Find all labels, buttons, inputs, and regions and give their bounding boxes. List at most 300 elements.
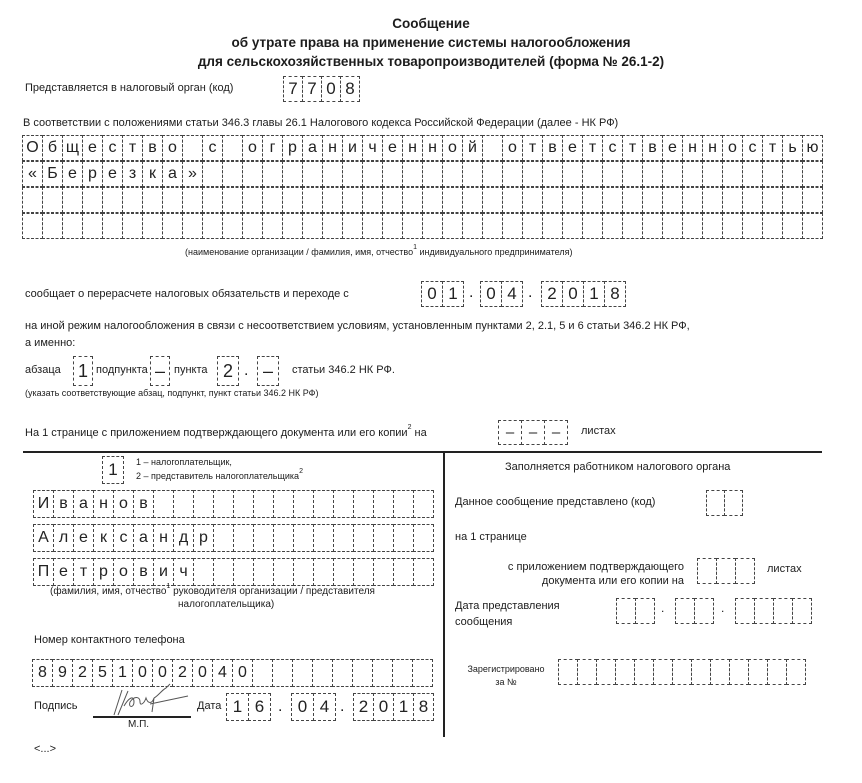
sign-date-month-field[interactable] xyxy=(291,693,335,721)
char-cell[interactable]: – xyxy=(150,356,170,386)
char-cell[interactable]: ч xyxy=(362,135,383,161)
char-cell[interactable] xyxy=(122,213,143,239)
char-cell[interactable]: Б xyxy=(42,161,63,187)
char-cell[interactable]: 1 xyxy=(73,356,93,386)
char-cell[interactable] xyxy=(382,161,403,187)
char-cell[interactable] xyxy=(722,187,743,213)
char-cell[interactable] xyxy=(273,490,294,518)
char-cell[interactable] xyxy=(412,659,433,687)
char-cell[interactable]: « xyxy=(22,161,43,187)
char-cell[interactable] xyxy=(462,187,483,213)
char-cell[interactable] xyxy=(542,187,563,213)
char-cell[interactable]: 8 xyxy=(413,693,434,721)
paragraph-field[interactable] xyxy=(73,356,92,386)
char-cell[interactable] xyxy=(62,187,83,213)
char-cell[interactable]: о xyxy=(722,135,743,161)
char-cell[interactable]: е xyxy=(562,135,583,161)
char-cell[interactable] xyxy=(635,598,655,624)
char-cell[interactable] xyxy=(293,524,314,552)
char-cell[interactable] xyxy=(262,213,283,239)
char-cell[interactable]: т xyxy=(122,135,143,161)
char-cell[interactable] xyxy=(272,659,293,687)
char-cell[interactable] xyxy=(193,558,214,586)
char-cell[interactable] xyxy=(582,187,603,213)
char-cell[interactable]: н xyxy=(153,524,174,552)
char-cell[interactable]: И xyxy=(33,490,54,518)
char-cell[interactable]: в xyxy=(142,135,163,161)
char-cell[interactable]: 0 xyxy=(192,659,213,687)
char-cell[interactable] xyxy=(735,598,755,624)
char-cell[interactable]: р xyxy=(93,558,114,586)
char-cell[interactable]: 1 xyxy=(102,456,124,484)
char-cell[interactable]: а xyxy=(162,161,183,187)
char-cell[interactable] xyxy=(233,524,254,552)
officer-date-year-field[interactable] xyxy=(735,598,811,624)
char-cell[interactable]: т xyxy=(522,135,543,161)
char-cell[interactable]: е xyxy=(53,558,74,586)
char-cell[interactable] xyxy=(522,213,543,239)
char-cell[interactable] xyxy=(782,161,803,187)
officer-date-day-field[interactable] xyxy=(616,598,654,624)
char-cell[interactable] xyxy=(402,213,423,239)
char-cell[interactable] xyxy=(393,524,414,552)
char-cell[interactable]: и xyxy=(153,558,174,586)
char-cell[interactable]: е xyxy=(382,135,403,161)
char-cell[interactable] xyxy=(792,598,812,624)
char-cell[interactable] xyxy=(313,558,334,586)
char-cell[interactable]: – xyxy=(498,420,522,445)
char-cell[interactable]: 0 xyxy=(132,659,153,687)
point-field-1[interactable] xyxy=(217,356,238,386)
char-cell[interactable]: н xyxy=(93,490,114,518)
char-cell[interactable] xyxy=(786,659,806,685)
char-cell[interactable]: з xyxy=(122,161,143,187)
char-cell[interactable]: 1 xyxy=(226,693,249,721)
char-cell[interactable] xyxy=(558,659,578,685)
phone-field[interactable] xyxy=(32,659,432,687)
org-name-row-2[interactable] xyxy=(22,161,822,187)
char-cell[interactable] xyxy=(413,524,434,552)
char-cell[interactable] xyxy=(202,213,223,239)
char-cell[interactable]: е xyxy=(662,135,683,161)
patronymic-field[interactable] xyxy=(33,558,433,586)
char-cell[interactable] xyxy=(333,490,354,518)
char-cell[interactable]: а xyxy=(73,490,94,518)
char-cell[interactable] xyxy=(662,187,683,213)
char-cell[interactable] xyxy=(82,213,103,239)
char-cell[interactable] xyxy=(782,213,803,239)
char-cell[interactable] xyxy=(754,598,774,624)
char-cell[interactable] xyxy=(722,161,743,187)
char-cell[interactable]: ь xyxy=(782,135,803,161)
char-cell[interactable] xyxy=(302,187,323,213)
char-cell[interactable] xyxy=(413,490,434,518)
char-cell[interactable] xyxy=(602,187,623,213)
char-cell[interactable]: 8 xyxy=(32,659,53,687)
char-cell[interactable]: 1 xyxy=(393,693,414,721)
char-cell[interactable]: о xyxy=(502,135,523,161)
char-cell[interactable] xyxy=(42,187,63,213)
char-cell[interactable]: р xyxy=(82,161,103,187)
char-cell[interactable]: т xyxy=(622,135,643,161)
officer-date-month-field[interactable] xyxy=(675,598,713,624)
char-cell[interactable] xyxy=(634,659,654,685)
char-cell[interactable] xyxy=(222,135,243,161)
char-cell[interactable] xyxy=(562,213,583,239)
char-cell[interactable]: щ xyxy=(62,135,83,161)
char-cell[interactable] xyxy=(222,187,243,213)
char-cell[interactable]: в xyxy=(542,135,563,161)
char-cell[interactable] xyxy=(482,187,503,213)
char-cell[interactable] xyxy=(312,659,333,687)
char-cell[interactable] xyxy=(762,187,783,213)
char-cell[interactable] xyxy=(362,187,383,213)
char-cell[interactable] xyxy=(142,213,163,239)
char-cell[interactable] xyxy=(352,659,373,687)
char-cell[interactable] xyxy=(162,213,183,239)
char-cell[interactable] xyxy=(233,558,254,586)
char-cell[interactable]: к xyxy=(142,161,163,187)
char-cell[interactable]: н xyxy=(322,135,343,161)
char-cell[interactable]: 2 xyxy=(172,659,193,687)
char-cell[interactable] xyxy=(742,213,763,239)
char-cell[interactable] xyxy=(716,558,736,584)
char-cell[interactable] xyxy=(252,659,273,687)
char-cell[interactable] xyxy=(742,161,763,187)
char-cell[interactable] xyxy=(762,213,783,239)
char-cell[interactable] xyxy=(522,161,543,187)
char-cell[interactable]: в xyxy=(133,558,154,586)
char-cell[interactable] xyxy=(242,187,263,213)
char-cell[interactable]: а xyxy=(302,135,323,161)
char-cell[interactable] xyxy=(262,187,283,213)
officer-code-field[interactable] xyxy=(706,490,742,516)
char-cell[interactable] xyxy=(724,490,743,516)
char-cell[interactable] xyxy=(615,659,635,685)
char-cell[interactable] xyxy=(202,187,223,213)
char-cell[interactable] xyxy=(616,598,636,624)
char-cell[interactable]: 1 xyxy=(112,659,133,687)
char-cell[interactable] xyxy=(322,213,343,239)
char-cell[interactable] xyxy=(342,161,363,187)
char-cell[interactable]: 1 xyxy=(583,281,605,307)
char-cell[interactable] xyxy=(332,659,353,687)
char-cell[interactable]: 1 xyxy=(442,281,464,307)
char-cell[interactable] xyxy=(642,161,663,187)
char-cell[interactable] xyxy=(273,524,294,552)
char-cell[interactable] xyxy=(242,161,263,187)
surname-field[interactable] xyxy=(33,490,433,518)
char-cell[interactable]: – xyxy=(544,420,568,445)
char-cell[interactable] xyxy=(342,187,363,213)
char-cell[interactable]: к xyxy=(93,524,114,552)
signer-type-field[interactable] xyxy=(102,456,123,484)
char-cell[interactable]: т xyxy=(582,135,603,161)
sign-date-year-field[interactable] xyxy=(353,693,433,721)
char-cell[interactable]: в xyxy=(53,490,74,518)
char-cell[interactable] xyxy=(502,161,523,187)
char-cell[interactable] xyxy=(662,213,683,239)
char-cell[interactable]: в xyxy=(133,490,154,518)
transition-year-field[interactable] xyxy=(541,281,625,307)
char-cell[interactable] xyxy=(542,213,563,239)
char-cell[interactable] xyxy=(213,524,234,552)
char-cell[interactable] xyxy=(642,213,663,239)
char-cell[interactable] xyxy=(682,213,703,239)
char-cell[interactable]: с xyxy=(742,135,763,161)
char-cell[interactable]: н xyxy=(682,135,703,161)
char-cell[interactable] xyxy=(322,187,343,213)
char-cell[interactable] xyxy=(393,490,414,518)
char-cell[interactable]: 0 xyxy=(373,693,394,721)
char-cell[interactable]: л xyxy=(53,524,74,552)
char-cell[interactable]: н xyxy=(402,135,423,161)
char-cell[interactable] xyxy=(542,161,563,187)
char-cell[interactable] xyxy=(313,524,334,552)
char-cell[interactable] xyxy=(562,161,583,187)
char-cell[interactable] xyxy=(682,161,703,187)
char-cell[interactable] xyxy=(442,213,463,239)
char-cell[interactable]: 0 xyxy=(152,659,173,687)
char-cell[interactable]: 6 xyxy=(248,693,271,721)
char-cell[interactable]: о xyxy=(113,558,134,586)
char-cell[interactable] xyxy=(691,659,711,685)
char-cell[interactable] xyxy=(393,558,414,586)
char-cell[interactable]: т xyxy=(73,558,94,586)
char-cell[interactable]: » xyxy=(182,161,203,187)
char-cell[interactable] xyxy=(582,161,603,187)
char-cell[interactable] xyxy=(282,161,303,187)
char-cell[interactable] xyxy=(302,213,323,239)
char-cell[interactable]: П xyxy=(33,558,54,586)
char-cell[interactable] xyxy=(372,659,393,687)
char-cell[interactable]: а xyxy=(133,524,154,552)
char-cell[interactable] xyxy=(333,558,354,586)
char-cell[interactable]: н xyxy=(422,135,443,161)
tax-authority-code-field[interactable] xyxy=(283,76,359,102)
char-cell[interactable]: е xyxy=(73,524,94,552)
char-cell[interactable] xyxy=(42,213,63,239)
subpoint-field[interactable] xyxy=(150,356,169,386)
char-cell[interactable] xyxy=(173,490,194,518)
char-cell[interactable] xyxy=(162,187,183,213)
char-cell[interactable] xyxy=(382,187,403,213)
char-cell[interactable] xyxy=(582,213,603,239)
char-cell[interactable]: о xyxy=(113,490,134,518)
char-cell[interactable]: с xyxy=(102,135,123,161)
char-cell[interactable]: е xyxy=(102,161,123,187)
char-cell[interactable]: 0 xyxy=(421,281,443,307)
char-cell[interactable] xyxy=(22,187,43,213)
transition-day-field[interactable] xyxy=(421,281,463,307)
char-cell[interactable] xyxy=(353,558,374,586)
char-cell[interactable] xyxy=(522,187,543,213)
char-cell[interactable] xyxy=(373,524,394,552)
point-field-2[interactable] xyxy=(257,356,278,386)
char-cell[interactable]: р xyxy=(193,524,214,552)
char-cell[interactable] xyxy=(735,558,755,584)
char-cell[interactable]: – xyxy=(257,356,279,386)
char-cell[interactable]: д xyxy=(173,524,194,552)
char-cell[interactable]: с xyxy=(602,135,623,161)
char-cell[interactable] xyxy=(22,213,43,239)
char-cell[interactable] xyxy=(422,213,443,239)
char-cell[interactable] xyxy=(293,490,314,518)
char-cell[interactable] xyxy=(253,490,274,518)
char-cell[interactable]: 2 xyxy=(353,693,374,721)
char-cell[interactable] xyxy=(622,213,643,239)
char-cell[interactable]: о xyxy=(242,135,263,161)
char-cell[interactable] xyxy=(413,558,434,586)
char-cell[interactable] xyxy=(222,161,243,187)
char-cell[interactable] xyxy=(662,161,683,187)
char-cell[interactable] xyxy=(362,213,383,239)
char-cell[interactable]: 7 xyxy=(302,76,322,102)
char-cell[interactable] xyxy=(782,187,803,213)
char-cell[interactable] xyxy=(202,161,223,187)
char-cell[interactable] xyxy=(462,213,483,239)
char-cell[interactable] xyxy=(182,187,203,213)
char-cell[interactable] xyxy=(82,187,103,213)
char-cell[interactable]: е xyxy=(82,135,103,161)
char-cell[interactable] xyxy=(342,213,363,239)
char-cell[interactable] xyxy=(122,187,143,213)
char-cell[interactable]: н xyxy=(702,135,723,161)
char-cell[interactable] xyxy=(313,490,334,518)
char-cell[interactable] xyxy=(773,598,793,624)
char-cell[interactable]: 0 xyxy=(321,76,341,102)
char-cell[interactable] xyxy=(710,659,730,685)
org-name-row-3[interactable] xyxy=(22,187,822,213)
registered-number-field[interactable] xyxy=(558,659,805,685)
char-cell[interactable]: 5 xyxy=(92,659,113,687)
char-cell[interactable] xyxy=(502,213,523,239)
char-cell[interactable] xyxy=(322,161,343,187)
char-cell[interactable] xyxy=(273,558,294,586)
char-cell[interactable] xyxy=(302,161,323,187)
char-cell[interactable] xyxy=(802,187,823,213)
char-cell[interactable] xyxy=(482,135,503,161)
org-name-row-1[interactable] xyxy=(22,135,822,161)
char-cell[interactable] xyxy=(577,659,597,685)
char-cell[interactable]: й xyxy=(462,135,483,161)
char-cell[interactable] xyxy=(706,490,725,516)
char-cell[interactable] xyxy=(402,187,423,213)
char-cell[interactable]: ч xyxy=(173,558,194,586)
char-cell[interactable]: г xyxy=(262,135,283,161)
char-cell[interactable]: о xyxy=(162,135,183,161)
char-cell[interactable] xyxy=(153,490,174,518)
char-cell[interactable] xyxy=(722,213,743,239)
char-cell[interactable] xyxy=(392,659,413,687)
char-cell[interactable] xyxy=(193,490,214,518)
char-cell[interactable] xyxy=(213,490,234,518)
char-cell[interactable] xyxy=(502,187,523,213)
char-cell[interactable] xyxy=(442,187,463,213)
char-cell[interactable] xyxy=(482,161,503,187)
char-cell[interactable]: 9 xyxy=(52,659,73,687)
char-cell[interactable]: б xyxy=(42,135,63,161)
char-cell[interactable]: 4 xyxy=(212,659,233,687)
char-cell[interactable] xyxy=(482,213,503,239)
char-cell[interactable] xyxy=(222,213,243,239)
char-cell[interactable]: 0 xyxy=(291,693,314,721)
char-cell[interactable]: А xyxy=(33,524,54,552)
char-cell[interactable]: 8 xyxy=(604,281,626,307)
char-cell[interactable] xyxy=(353,490,374,518)
char-cell[interactable] xyxy=(62,213,83,239)
char-cell[interactable]: 8 xyxy=(340,76,360,102)
char-cell[interactable] xyxy=(694,598,714,624)
char-cell[interactable]: с xyxy=(202,135,223,161)
first-name-field[interactable] xyxy=(33,524,433,552)
char-cell[interactable] xyxy=(253,558,274,586)
char-cell[interactable]: 0 xyxy=(232,659,253,687)
char-cell[interactable]: ю xyxy=(802,135,823,161)
char-cell[interactable] xyxy=(422,187,443,213)
char-cell[interactable] xyxy=(262,161,283,187)
char-cell[interactable]: с xyxy=(113,524,134,552)
char-cell[interactable] xyxy=(748,659,768,685)
char-cell[interactable] xyxy=(353,524,374,552)
char-cell[interactable]: 0 xyxy=(562,281,584,307)
char-cell[interactable] xyxy=(333,524,354,552)
char-cell[interactable] xyxy=(422,161,443,187)
char-cell[interactable] xyxy=(767,659,787,685)
transition-month-field[interactable] xyxy=(480,281,522,307)
char-cell[interactable]: 2 xyxy=(217,356,239,386)
char-cell[interactable] xyxy=(602,213,623,239)
char-cell[interactable]: 7 xyxy=(283,76,303,102)
char-cell[interactable]: 2 xyxy=(72,659,93,687)
char-cell[interactable] xyxy=(462,161,483,187)
char-cell[interactable] xyxy=(213,558,234,586)
char-cell[interactable] xyxy=(182,135,203,161)
char-cell[interactable] xyxy=(253,524,274,552)
char-cell[interactable] xyxy=(729,659,749,685)
sign-date-day-field[interactable] xyxy=(226,693,270,721)
char-cell[interactable] xyxy=(675,598,695,624)
char-cell[interactable]: в xyxy=(642,135,663,161)
char-cell[interactable] xyxy=(373,558,394,586)
char-cell[interactable]: о xyxy=(442,135,463,161)
char-cell[interactable]: т xyxy=(762,135,783,161)
char-cell[interactable] xyxy=(102,187,123,213)
char-cell[interactable] xyxy=(702,187,723,213)
char-cell[interactable] xyxy=(382,213,403,239)
org-name-row-4[interactable] xyxy=(22,213,822,239)
char-cell[interactable] xyxy=(682,187,703,213)
char-cell[interactable] xyxy=(292,659,313,687)
char-cell[interactable] xyxy=(142,187,163,213)
char-cell[interactable]: 0 xyxy=(480,281,502,307)
char-cell[interactable] xyxy=(622,161,643,187)
char-cell[interactable] xyxy=(702,213,723,239)
char-cell[interactable] xyxy=(602,161,623,187)
char-cell[interactable] xyxy=(802,213,823,239)
char-cell[interactable]: О xyxy=(22,135,43,161)
char-cell[interactable] xyxy=(742,187,763,213)
char-cell[interactable] xyxy=(702,161,723,187)
char-cell[interactable] xyxy=(596,659,616,685)
char-cell[interactable] xyxy=(233,490,254,518)
char-cell[interactable]: е xyxy=(62,161,83,187)
officer-attach-field[interactable] xyxy=(697,558,754,584)
char-cell[interactable] xyxy=(102,213,123,239)
char-cell[interactable] xyxy=(282,213,303,239)
char-cell[interactable] xyxy=(282,187,303,213)
char-cell[interactable] xyxy=(442,161,463,187)
